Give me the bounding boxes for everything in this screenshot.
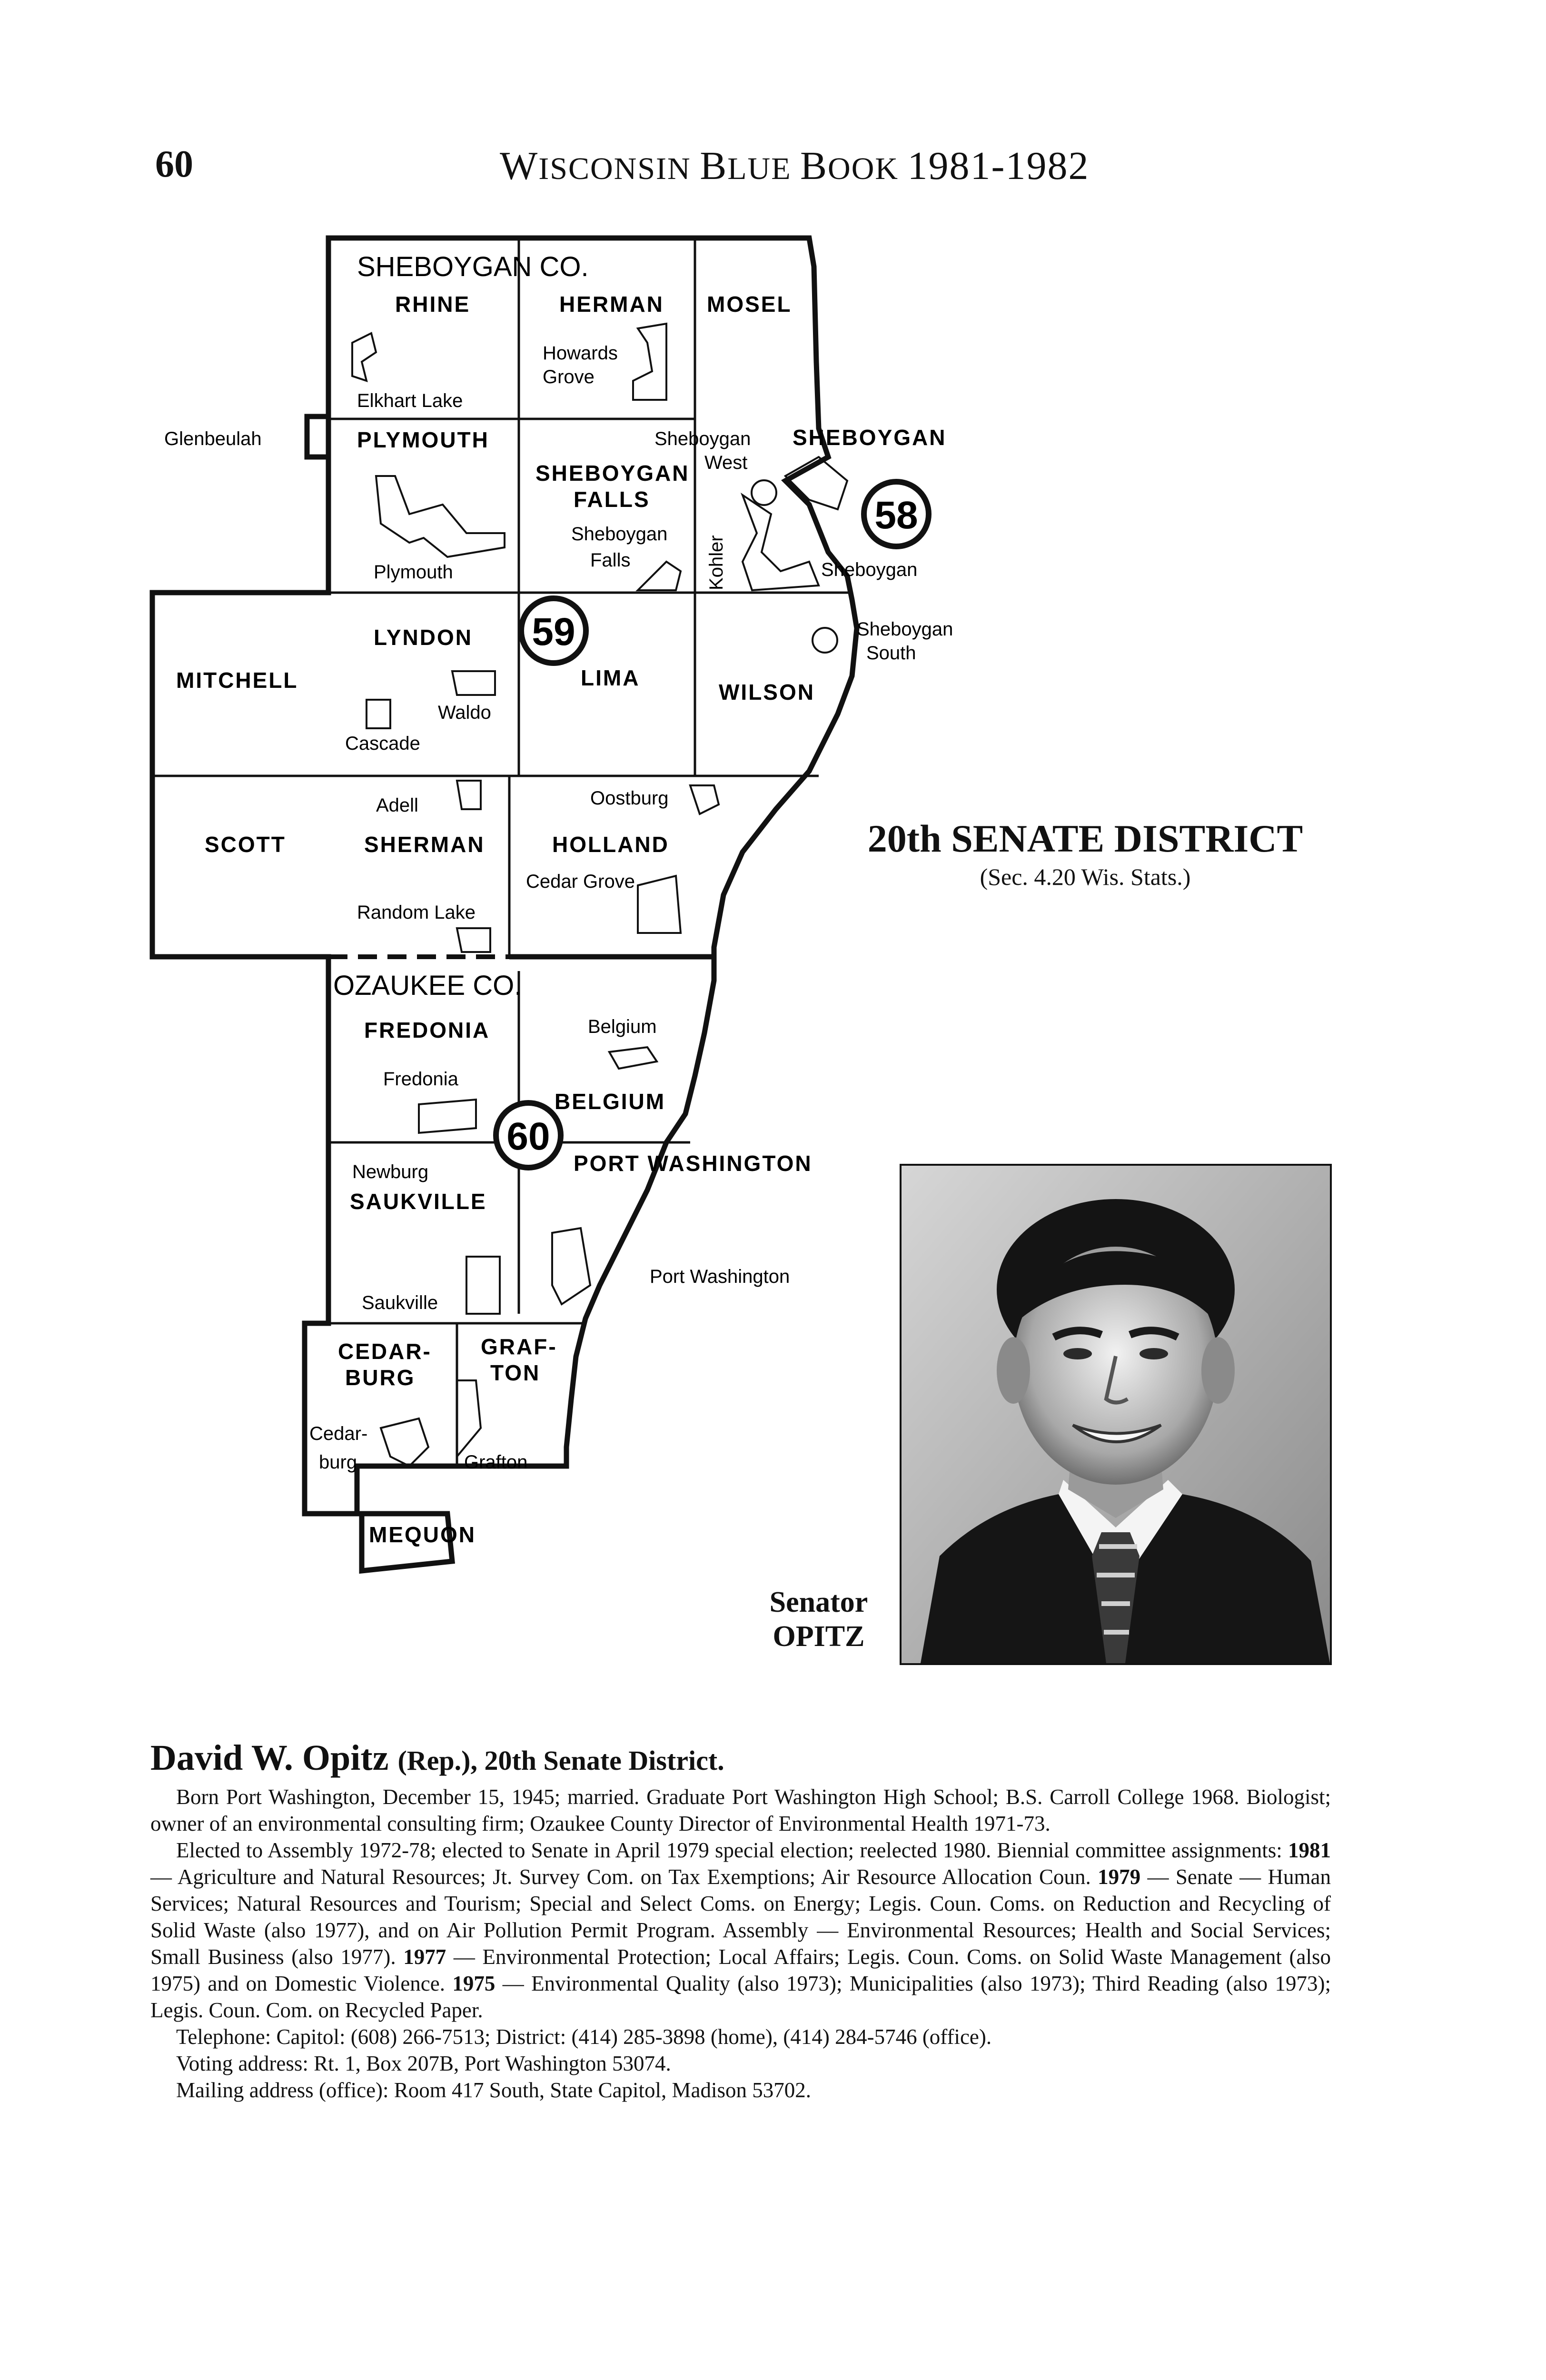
caption-title: Senator — [769, 1586, 868, 1618]
place-oostburg: Oostburg — [590, 788, 669, 809]
township-sheboygan: SHEBOYGAN — [793, 425, 947, 450]
township-belgium: BELGIUM — [555, 1089, 666, 1114]
township-grafton-line1: GRAF- — [481, 1334, 557, 1359]
place-sheboygan-west-line1: Sheboygan — [654, 428, 751, 449]
township-grafton-line2: TON — [490, 1360, 541, 1385]
township-port-washington: PORT WASHINGTON — [574, 1151, 813, 1176]
place-sheboygan-falls-line2: Falls — [590, 550, 631, 571]
portrait-drawing — [902, 1166, 1330, 1663]
township-lima: LIMA — [581, 665, 640, 690]
county-label-sheboygan: SHEBOYGAN CO. — [357, 251, 589, 282]
place-cascade: Cascade — [345, 733, 420, 754]
township-plymouth: PLYMOUTH — [357, 427, 489, 452]
place-cedar-grove: Cedar Grove — [526, 871, 635, 892]
township-holland: HOLLAND — [552, 832, 669, 857]
place-kohler: Kohler — [706, 535, 727, 590]
bio-heading — [150, 1737, 1331, 1779]
township-mosel: MOSEL — [707, 292, 792, 317]
running-title: WISCONSIN BLUE BOOK 1981-1982 — [500, 144, 1090, 188]
place-waldo: Waldo — [438, 702, 491, 723]
district-title-block — [847, 816, 1323, 891]
place-cedarburg-line1: Cedar- — [309, 1423, 368, 1444]
biography — [150, 1737, 1331, 2103]
place-howards-grove-line1: Howards — [543, 343, 618, 364]
place-glenbeulah: Glenbeulah — [164, 428, 262, 449]
bio-career-paragraph: Elected to Assembly 1972-78; elected to Senate in April 1979 special election; reelected 1980. Biennial committee assignments: 1981 — Agriculture and Natural Resources; Jt. Survey Com. on Tax Exemptions; Air Resource Allocation Coun. 1979 — Senate — Human Services; Natural Resources and Tourism; Special and Select Coms. on Energy; Legis. Coun. Coms. on Reduction and Recycling of Solid Waste (also 1977), and on Air Pollution Permit Program. Assembly — Environmental Resources; Health and Social Services; Small Business (also 1977). 1977 — Environmental Protection; Local Affairs; Legis. Coun. Coms. on Solid Waste Management (also 1975) and on Domestic Violence. 1975 — Environmental Quality (also 1973); Municipalities (also 1973); Third Reading (also 1973); Legis. Coun. Com. on Recycled Paper. — [150, 1838, 1331, 2022]
township-sherman: SHERMAN — [364, 832, 485, 857]
bio-name: David W. Opitz — [150, 1738, 389, 1778]
township-cedarburg-line1: CEDAR- — [338, 1339, 432, 1364]
district-number-60: 60 — [506, 1115, 550, 1158]
township-wilson: WILSON — [719, 680, 815, 704]
place-random-lake: Random Lake — [357, 902, 476, 923]
district-number-58: 58 — [874, 494, 918, 537]
township-cedarburg-line2: BURG — [345, 1365, 416, 1390]
place-sheboygan-south-line2: South — [866, 643, 916, 664]
place-fredonia: Fredonia — [383, 1069, 458, 1090]
county-label-ozaukee: OZAUKEE CO. — [333, 970, 522, 1001]
township-mequon: MEQUON — [369, 1522, 476, 1547]
bio-telephone: Telephone: Capitol: (608) 266-7513; District: (414) 285-3898 (home), (414) 284-5746 (office). — [176, 2025, 992, 2049]
township-herman: HERMAN — [559, 292, 664, 317]
township-lyndon: LYNDON — [374, 625, 473, 650]
page-number: 60 — [155, 143, 193, 185]
place-newburg: Newburg — [352, 1161, 429, 1182]
place-sheboygan-west-line2: West — [704, 452, 748, 473]
township-sheboygan-falls-line2: FALLS — [574, 487, 650, 512]
district-subtitle: (Sec. 4.20 Wis. Stats.) — [980, 863, 1191, 890]
township-saukville: SAUKVILLE — [350, 1189, 487, 1214]
bio-mailing-address: Mailing address (office): Room 417 South, State Capitol, Madison 53702. — [176, 2078, 812, 2102]
place-howards-grove-line2: Grove — [543, 367, 595, 387]
place-port-washington: Port Washington — [650, 1266, 790, 1287]
place-grafton: Grafton — [464, 1452, 528, 1473]
bio-party: (Rep.) — [397, 1745, 471, 1776]
senator-portrait-photo — [900, 1164, 1332, 1665]
place-adell: Adell — [376, 795, 418, 816]
portrait-caption — [762, 1585, 876, 1654]
place-sheboygan-falls-line1: Sheboygan — [571, 524, 668, 545]
township-scott: SCOTT — [205, 832, 286, 857]
place-cedarburg-line2: burg — [319, 1452, 357, 1473]
township-rhine: RHINE — [395, 292, 471, 317]
place-belgium: Belgium — [588, 1016, 657, 1037]
caption-name: OPITZ — [773, 1620, 865, 1653]
place-sheboygan: Sheboygan — [821, 559, 918, 580]
place-saukville: Saukville — [362, 1292, 438, 1313]
place-plymouth: Plymouth — [374, 562, 453, 583]
township-mitchell: MITCHELL — [176, 668, 298, 693]
bio-born-paragraph: Born Port Washington, December 15, 1945; married. Graduate Port Washington High School; B.S. Carroll College 1968. Biologist; owner of an environmental consulting firm; Ozaukee County Director of Environmental Health 1971-73. — [150, 1785, 1331, 1835]
bio-voting-address: Voting address: Rt. 1, Box 207B, Port Washington 53074. — [176, 2052, 671, 2075]
bio-district: , 20th Senate District. — [470, 1745, 724, 1776]
district-title: 20th SENATE DISTRICT — [867, 817, 1303, 860]
township-sheboygan-falls-line1: SHEBOYGAN — [535, 461, 690, 486]
place-elkhart-lake: Elkhart Lake — [357, 390, 463, 411]
district-number-59: 59 — [532, 610, 575, 654]
place-sheboygan-south-line1: Sheboygan — [857, 619, 953, 640]
township-fredonia: FREDONIA — [364, 1018, 490, 1042]
